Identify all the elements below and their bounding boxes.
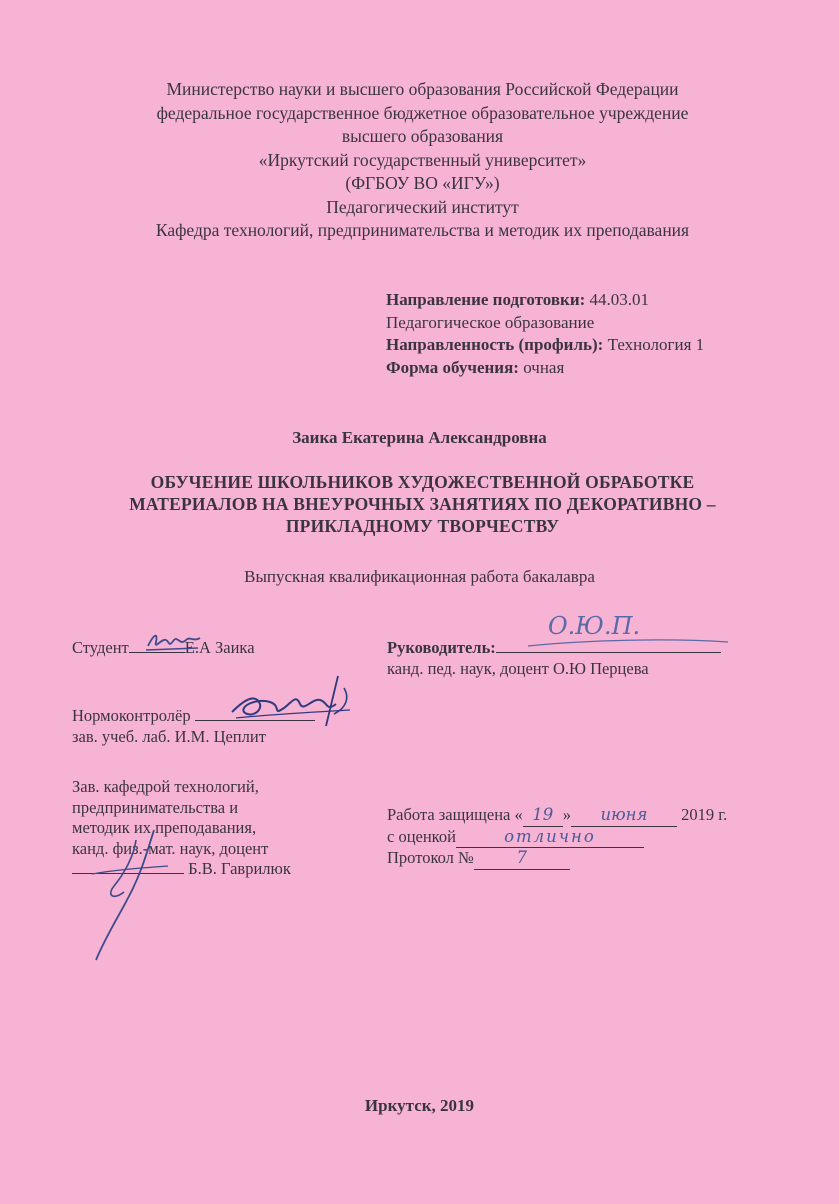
student-label: Студент <box>72 638 129 657</box>
direction-code: 44.03.01 <box>589 290 650 309</box>
thesis-title <box>60 471 785 537</box>
normcontrol-info: зав. учеб. лаб. И.М. Цеплит <box>72 726 266 746</box>
study-form-label: Форма обучения: <box>386 357 519 377</box>
university-header <box>60 78 785 243</box>
header-line-ministry: Министерство науки и высшего образования Российской Федерации <box>166 79 679 99</box>
head-line-3: методик их преподавания, <box>72 818 257 837</box>
defense-month: июня <box>571 805 677 827</box>
header-line-university: «Иркутский государственный университет» <box>258 149 587 170</box>
author-name: Заика Екатерина Александровна <box>292 428 547 447</box>
protocol-number: 7 <box>474 848 570 870</box>
defense-year: 2019 г. <box>681 805 728 824</box>
head-line-1: Зав. кафедрой технологий, <box>72 777 259 796</box>
head-name: Б.В. Гаврилюк <box>188 859 291 878</box>
protocol-label: Протокол № <box>387 848 474 867</box>
study-direction-block <box>386 289 704 379</box>
defense-close-quote: » <box>562 805 571 824</box>
normcontrol-label: Нормоконтролёр <box>72 706 191 725</box>
direction-name: Педагогическое образование <box>386 312 595 332</box>
supervisor-signature <box>548 612 640 640</box>
city-year: Иркутск, 2019 <box>364 1096 475 1115</box>
grade-label: с оценкой <box>387 826 456 846</box>
direction-label: Направление подготовки: <box>386 290 586 309</box>
normcontrol-signature <box>226 668 366 730</box>
header-line-department: Кафедра технологий, предпринимательства и методик их преподавания <box>155 220 690 240</box>
study-form-value: очная <box>523 357 565 377</box>
head-line-2: предпринимательства и <box>72 797 239 817</box>
profile-label: Направленность (профиль): <box>386 335 604 354</box>
defense-block <box>387 805 727 870</box>
work-type: Выпускная квалификационная работа бакалавра <box>244 567 595 586</box>
title-line-2: МАТЕРИАЛОВ НА ВНЕУРОЧНЫХ ЗАНЯТИЯХ ПО ДЕКОРАТИВНО – <box>129 494 716 514</box>
grade-value: отлично <box>456 827 644 849</box>
student-signature <box>144 628 204 654</box>
title-line-1: ОБУЧЕНИЕ ШКОЛЬНИКОВ ХУДОЖЕСТВЕННОЙ ОБРАБОТКЕ <box>150 472 695 492</box>
defense-prefix: Работа защищена « <box>387 805 523 824</box>
header-line-institute: Педагогический институт <box>326 196 519 217</box>
defense-day: 19 <box>523 805 563 827</box>
head-signature <box>84 826 174 966</box>
supervisor-info: канд. пед. наук, доцент О.Ю Перцева <box>387 658 649 678</box>
header-line-education-level: высшего образования <box>341 126 504 146</box>
head-line-4: канд. физ.-мат. наук, доцент <box>72 838 269 858</box>
header-line-abbreviation: (ФГБОУ ВО «ИГУ») <box>345 173 500 193</box>
defense-grade-line <box>387 827 727 849</box>
supervisor-signature-text: О.Ю.П. <box>548 612 641 640</box>
student-name: Е.А Заика <box>184 638 255 657</box>
protocol-line <box>387 848 727 870</box>
supervisor-label: Руководитель: <box>387 638 496 657</box>
title-line-3: ПРИКЛАДНОМУ ТВОРЧЕСТВУ <box>285 516 560 536</box>
defense-date-line <box>387 805 727 827</box>
profile-value: Технология 1 <box>607 335 705 354</box>
header-line-institution-type: федеральное государственное бюджетное образовательное учреждение <box>156 102 689 123</box>
